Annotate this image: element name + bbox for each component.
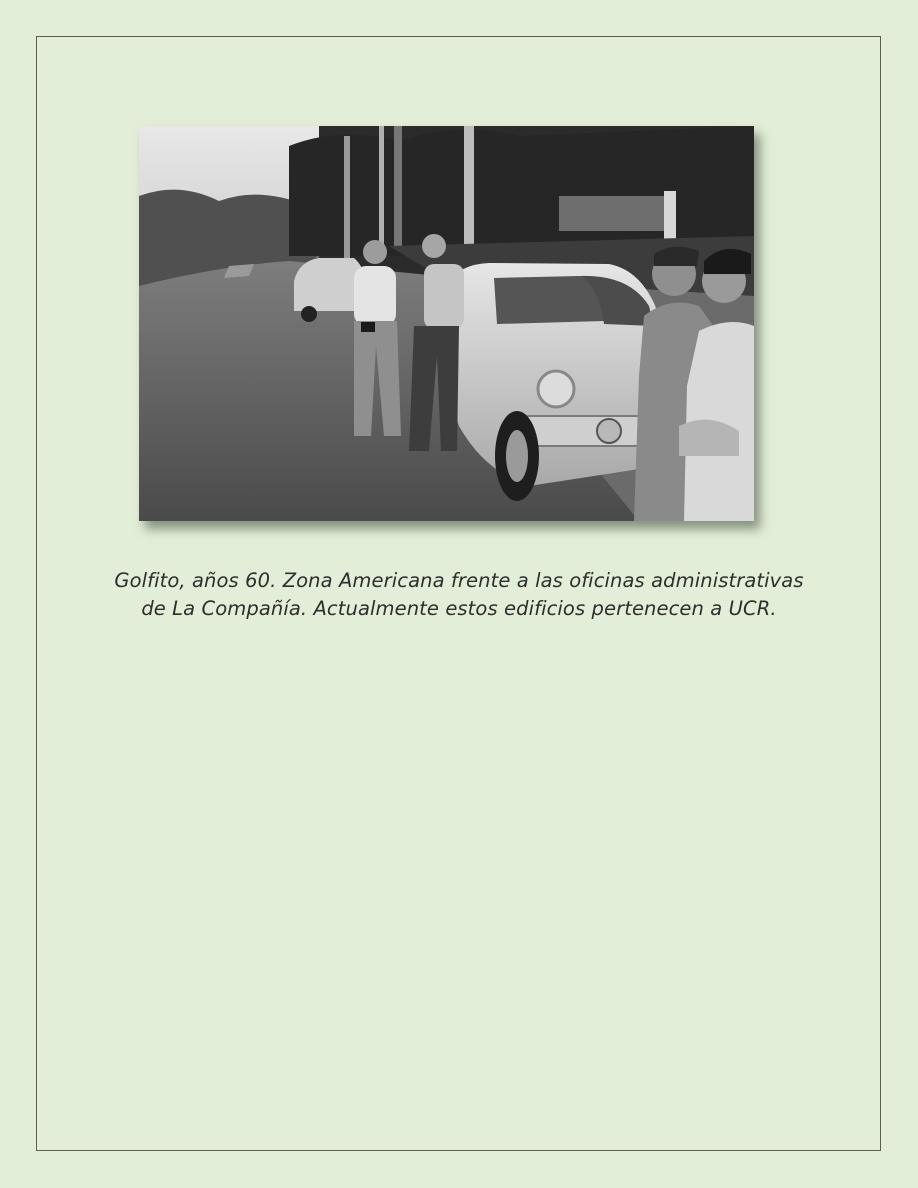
photo-caption-line-1: Golfito, años 60. Zona Americana frente a las oficinas administrativas [114,569,804,592]
photo-caption-line-2: de La Compañía. Actualmente estos edificios pertenecen a UCR. [141,597,777,620]
historic-photo [139,126,754,521]
photo-illustration [139,126,754,521]
